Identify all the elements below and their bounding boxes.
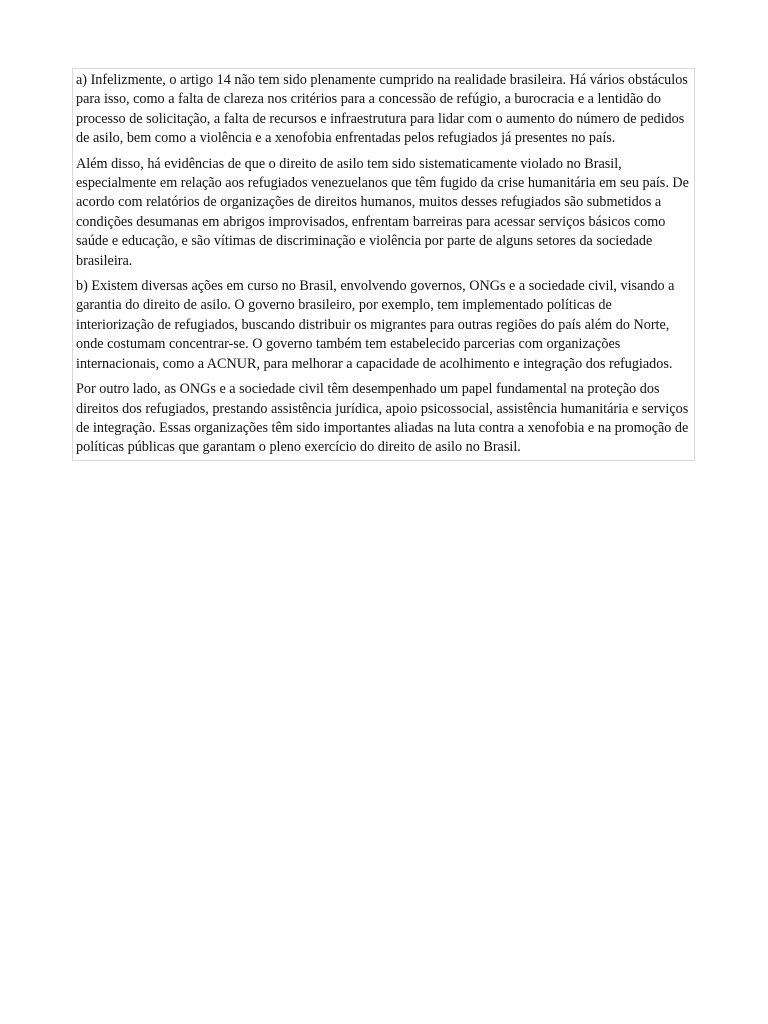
paragraph-b-actions: b) Existem diversas ações em curso no Brasil, envolvendo governos, ONGs e a sociedade civil, visando a garantia do direito de asilo. O governo brasileiro, por exemplo, tem implementado políticas de interiorização de refugiados, buscando distribuir os migrantes para outras regiões do país além do Norte, onde costumam concentrar-se. O governo também tem estabelecido parcerias com organizações internacionais, como a ACNUR, para melhorar a capacidade de acolhimento e integração dos refugiados. xyxy=(76,278,675,372)
paragraph-b-ngos: Por outro lado, as ONGs e a sociedade civil têm desempenhado um papel fundamental na proteção dos direitos dos refugiados, prestando assistência jurídica, apoio psicossocial, assistência humanitária e serviços de integração. Essas organizações têm sido importantes aliadas na luta contra a xenofobia e na promoção de políticas públicas que garantam o pleno exercício do direito de asilo no Brasil. xyxy=(76,381,689,456)
paragraph-a-intro: a) Infelizmente, o artigo 14 não tem sido plenamente cumprido na realidade brasileira. Há vários obstáculos para isso, como a falta de clareza nos critérios para a concessão de refúgio, a burocracia e a lentidão do processo de solicitação, a falta de recursos e infraestrutura para lidar com o aumento do número de pedidos de asilo, bem como a violência e a xenofobia enfrentadas pelos refugiados já presentes no país. xyxy=(76,72,688,147)
paragraph-a-evidence: Além disso, há evidências de que o direito de asilo tem sido sistematicamente violado no Brasil, especialmente em relação aos refugiados venezuelanos que têm fugido da crise humanitária em seu país. De acordo com relatórios de organizações de direitos humanos, muitos desses refugiados são submetidos a condições desumanas em abrigos improvisados, enfrentam barreiras para acessar serviços básicos como saúde e educação, e são vítimas de discriminação e violência por parte de alguns setores da sociedade brasileira. xyxy=(76,155,689,269)
answer-text-box xyxy=(72,68,695,461)
